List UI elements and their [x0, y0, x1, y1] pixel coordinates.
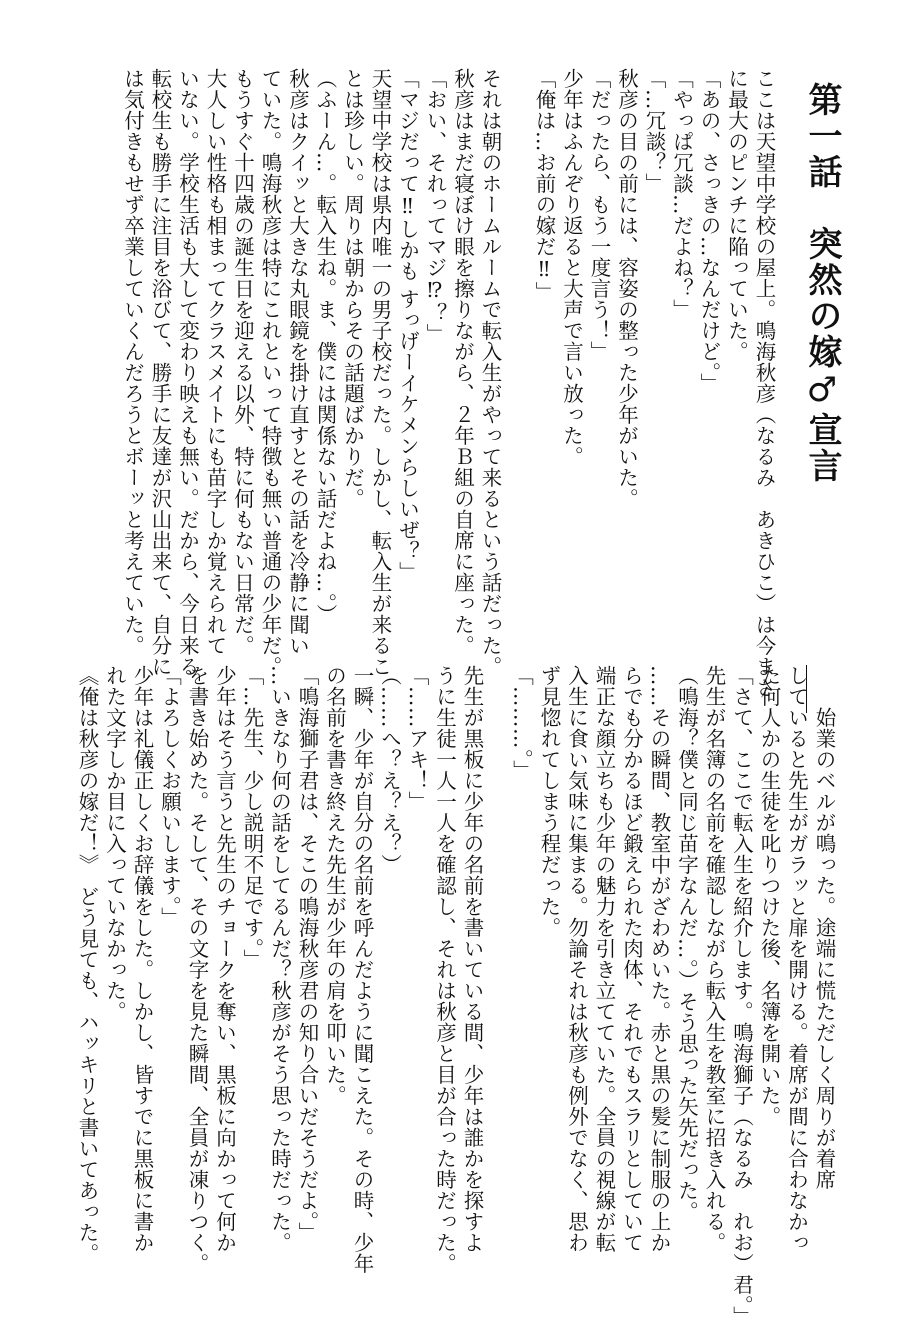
text-line: していると先生がガラッと扉を開ける。着席が間に合わなかっ [784, 665, 809, 1253]
text-line: 少年はふんぞり返ると大声で言い放った。 [559, 68, 584, 467]
text-line: 「あの、さっきの…なんだけど。」 [697, 68, 721, 394]
text-line: 「…先生、少し説明不足です。」 [240, 665, 264, 970]
text-line: 少年はそう言うと先生のチョークを奪い、黒板に向かって何か [212, 665, 237, 1253]
text-block-top-left [118, 68, 503, 677]
text-line: た何人かの生徒を叱りつけた後、名簿を開いた。 [757, 665, 781, 1127]
text-line: の名前を書き終えた先生が少年の肩を叩いた。 [322, 665, 347, 1106]
text-line: 「鳴海獅子君は、そこの鳴海秋彦君の知り合いだそうだよ。」 [295, 665, 319, 1243]
text-line: 「…冗談？」 [642, 68, 666, 194]
text-line: （ふーん…。転入生ね。ま、僕には関係ない話だよね…。） [313, 68, 337, 625]
text-line: 《俺は秋彦の嫁だ！》 どう見ても、ハッキリと書いてあった。 [75, 665, 99, 1264]
text-line: 「おい、それってマジ⁉？」 [423, 68, 447, 345]
text-line: 「よろしくお願いします。」 [157, 665, 182, 928]
text-line: うに生徒一人一人を確認し、それは秋彦と目が合った時だった。 [432, 665, 457, 1274]
text-line: （……へ？え？え？） [377, 665, 402, 875]
text-line: らでも分かるほど鍛えられた肉体、それでもスラリとしていて [619, 665, 644, 1253]
text-line: 少年は礼儀正しくお辞儀をした。しかし、皆すでに黒板に書か [130, 665, 154, 1253]
text-line: とは珍しい。周りは朝からその話題ばかりだ。 [340, 68, 365, 509]
text-line: 「だったら、もう一度言う！」 [587, 68, 611, 362]
text-line: …いきなり何の話をしてるんだ？秋彦がそう思った時だった。 [267, 665, 292, 1253]
text-line: 「さて、ここで転入生を紹介します。鳴海獅子（なるみ れお）君。」 [729, 665, 754, 1327]
text-block-bottom-right [507, 665, 837, 1327]
text-line: ず見惚れてしまう程だった。 [537, 665, 561, 938]
text-line: 秋彦はまだ寝ぼけ眼を擦りながら、２年Ｂ組の自席に座った。 [450, 68, 475, 656]
text-line: 大人しい性格も相まってクラスメイトにも苗字しか覚えられて [203, 68, 227, 656]
text-line: 「……アキ！」 [405, 665, 429, 812]
text-block-bottom-left [73, 665, 486, 1274]
text-line: ここは天望中学校の屋上。鳴海秋彦（なるみ あきひこ）は今まさ [752, 68, 776, 698]
text-line: 「俺は…お前の嫁だ‼」 [532, 68, 556, 303]
text-line: もうすぐ十四歳の誕生日を迎える以外、特に何もない日常だ。 [230, 68, 255, 656]
text-line: は気付きもせず卒業していくんだろうとボーッと考えていた。 [120, 68, 145, 656]
text-line: ていた。鳴海秋彦は特にこれといって特徴も無い普通の少年だ。 [258, 68, 282, 677]
text-line: ……その瞬間、教室中がざわめいた。赤と黒の髪に制服の上か [647, 665, 671, 1253]
text-line: 先生が黒板に少年の名前を書いている間、少年は誰かを探すよ [460, 665, 484, 1253]
text-line: 入生に食い気味に集まる。勿論それは秋彦も例外でなく、思わ [564, 665, 589, 1253]
chapter-title: 第一話 突然の嫁♂宣言 [802, 82, 842, 484]
text-line: いない。学校生活も大して変わり映えも無い。だから、今日来る [175, 68, 200, 677]
text-line: 天望中学校は県内唯一の男子校だった。しかし、転入生が来るこ [368, 68, 392, 677]
text-line: れた文字しか目に入っていなかった。 [102, 665, 127, 1022]
text-line: を書き始めた。そして、その文字を見た瞬間、全員が凍りつく。 [185, 665, 209, 1274]
text-block-top-right [530, 68, 778, 698]
text-line: 「マジだって‼しかも すっげーイケメンらしいぜ？」 [395, 68, 420, 583]
text-line: 先生が名簿の名前を確認しながら転入生を教室に招き入れる。 [702, 665, 726, 1253]
text-line: 「やっぱ冗談…だよね？」 [669, 68, 694, 320]
text-line: 転校生も勝手に注目を浴びて、勝手に友達が沢山出来て、自分に [148, 68, 172, 677]
text-line: （鳴海？僕と同じ苗字なんだ…。）そう思った矢先だった。 [674, 665, 699, 1222]
text-line: 「………。」 [509, 665, 534, 781]
text-line: それは朝のホームルームで転入生がやって来るという話だった。 [478, 68, 502, 677]
text-line: 秋彦はクイッと大きな丸眼鏡を掛け直すとその話を冷静に聞い [285, 68, 310, 656]
text-line: 一瞬、少年が自分の名前を呼んだように聞こえた。その時、少年 [350, 665, 374, 1274]
text-line: 端正な顔立ちも少年の魅力を引き立てていた。全員の視線が転 [592, 665, 616, 1253]
text-line: に最大のピンチに陥っていた。 [724, 68, 749, 362]
text-line: 秋彦の目の前には、容姿の整った少年がいた。 [614, 68, 639, 509]
text-line: 始業のベルが鳴った。途端に慌ただしく周りが着席 [812, 665, 836, 1190]
